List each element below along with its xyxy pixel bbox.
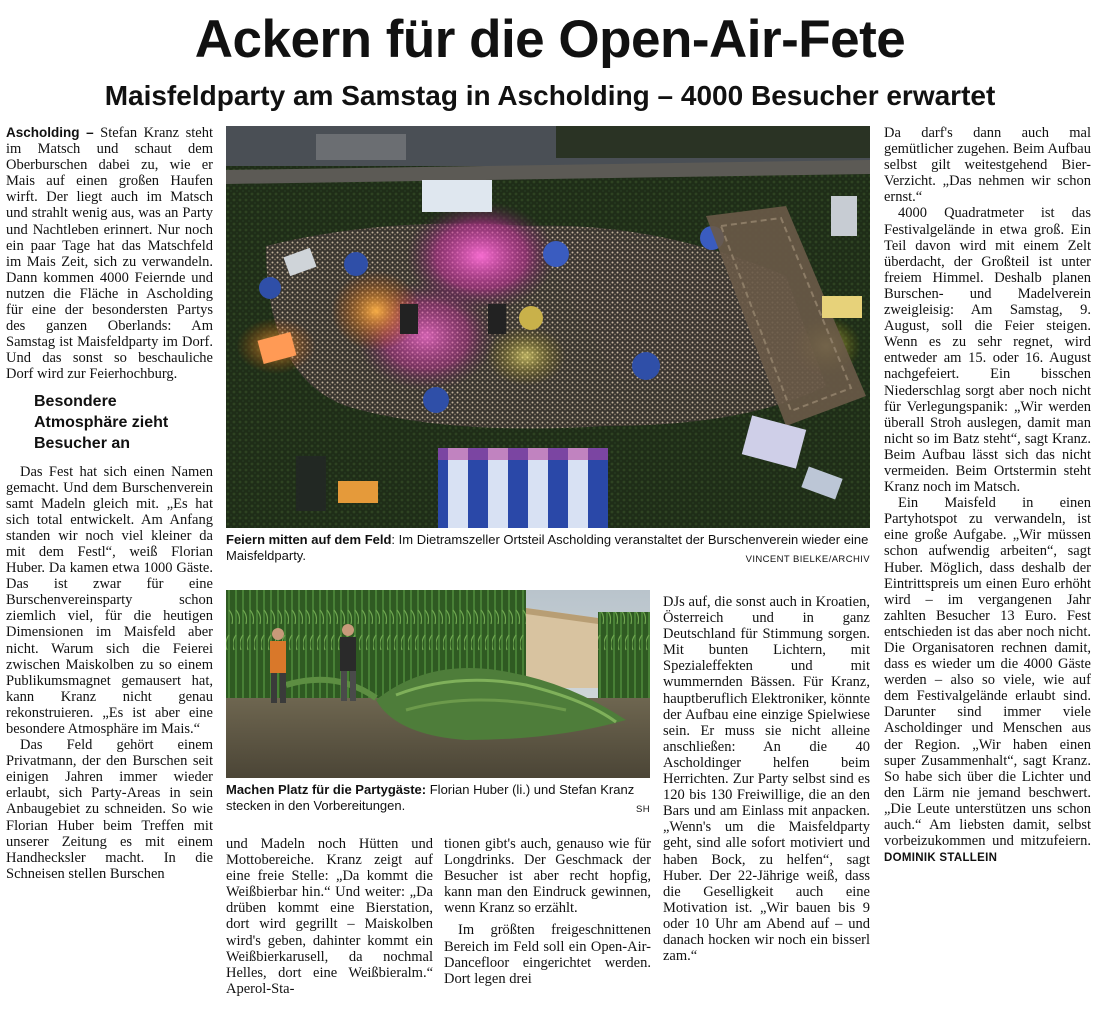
headline: Ackern für die Open-Air-Fete [194, 10, 906, 69]
paragraph: DJs auf, die sonst auch in Kroatien, Österreich und in ganz Deutschland für Stimmung sorgen. Mit bunten Lichtern, mit Spezialeffekten und mit wummernden Bässen. Für Kranz, hauptberuflich Elektroniker, könnte der Aufbau eine einzige Spielwiese sein. Er muss sie nicht alleine anschließen: An die 40 Ascholdinger helfen beim Herrichten. Zur Party selbst sind es 120 bis 130 Freiwillige, die an den Bars und am Einlass mit anpacken. „Wenn's um die Maisfeldparty geht, sind alle sofort motiviert und haben Bock, zu helfen“, sagt Huber. Der 22-Jährige weiß, dass die Geselligkeit auch eine Motivation ist. „Wir bauen bis 9 oder 10 Uhr am Abend auf – und danach hocken wir noch ein bisserl zam.“ [663, 594, 870, 965]
paragraph: Ein Maisfeld in einen Partyhotspot zu verwandeln, ist eine große Aufgabe. „Wir müssen schon aufwendig arbeiten“, sagt Huber. Möglich, dass deshalb der Eintrittspreis um einen Euro erhöht wird – im vergangenen Jahr zahlten Besucher 13 Euro. Fest entschieden ist das aber noch nicht. Die Organisatoren rechnen damit, dass es wieder um die 4000 Gäste werden – also so viele, wie auf dem Festivalgelände erlaubt sind. Darunter sind immer viele Ascholdinger und Menschen aus der Region. „Wir haben einen super Zusammenhalt“, sagt Kranz. So habe sich über die Lichter und den Lärm nie jemand beschwert. „Die Leute unterstützen uns schon auch.“ Am liebsten damit, selbst vorbeizukommen und mitzufeiern. DOMINIK STALLEIN [884, 495, 1091, 865]
paragraph: Da darf's dann auch mal gemütlicher zugehen. Beim Aufbau selbst gilt weitestgehend Bier-Verzicht. „Das nehmen wir schon ernst.“ [884, 125, 1091, 206]
paragraph: 4000 Quadratmeter ist das Festivalgelände in etwa groß. Ein Teil davon wird mit einem Zelt überdacht, der Großteil ist unter freiem Himmel. Deshalb planen Burschen- und Madelverein zweigleisig: Am Samstag, 9. August, soll die Feier steigen. Wenn es zu sehr regnet, wird entweder am 15. oder 16. August nachgefeiert. Ein bisschen Niederschlag sorgt aber noch nicht für Verlegungspanik: „Wir werden überall Stroh auslegen, damit man nicht so im Batz steht“, sagt Kranz. Beim Aufbau lässt sich das nicht vermeiden. Beim Ortstermin steht Kranz noch im Matsch. [884, 205, 1091, 496]
column-5 [884, 125, 1091, 866]
aerial-party-photo [226, 126, 870, 528]
photo2-credit: SH [636, 804, 650, 815]
field-work-photo [226, 590, 650, 778]
paragraph: Im größten freigeschnittenen Bereich im Feld soll ein Open-Air-Dancefloor eingerichtet werden. Dort legen drei [444, 922, 651, 987]
column-3 [444, 836, 651, 987]
column-1 [6, 125, 213, 882]
photo2-caption: Machen Platz für die Partygäste: Florian Huber (li.) und Stefan Kranz stecken in den Vorbereitungen. [226, 782, 635, 813]
author-byline: DOMINIK STALLEIN [884, 852, 998, 865]
lead-paragraph: Ascholding – Stefan Kranz steht im Matsch und schaut dem Oberburschen dabei zu, wie er Mais auf einen großen Haufen wirft. Der liegt auch im Matsch und strahlt wenig aus, was an Party und Nachtleben erinnert. Nur noch ein paar Tage hat das Matschfeld im Mais Zeit, sich zu verwandeln. Dann kommen 4000 Feiernde und nutzen die Fläche in Ascholding für eine der besondersten Partys des ganzen Oberlands: Am Samstag ist Maisfeldparty im Dorf. Und das sonst so beschauliche Dorf wird zur Feierhochburg. [6, 125, 213, 383]
photo1-caption: Feiern mitten auf dem Feld: Im Dietramszeller Ortsteil Ascholding veranstaltet der Burschenverein wieder eine Maisfeldparty. [226, 532, 869, 563]
subheadline: Maisfeldparty am Samstag in Ascholding – 4000 Besucher erwartet [104, 80, 996, 111]
dateline: Ascholding – [6, 125, 94, 140]
paragraph: tionen gibt's auch, genauso wie für Longdrinks. Der Geschmack der Besucher ist aber recht hopfig, kann man den Eindruck gewinnen, wenn Kranz so erzählt. [444, 836, 651, 917]
paragraph: Das Fest hat sich einen Namen gemacht. Und dem Burschenverein samt Madeln gleich mit. „Es hat sich total entwickelt. Am Anfang standen wir noch viel kleiner da mit dem Festl“, weiß Florian Huber. Da kamen etwa 1000 Gäste. Das ist zwar für eine Burschenvereinsparty schon ziemlich viel, für die heutigen Dimensionen im Maisfeld aber nicht. Warum sich die Feierei zwischen Maiskolben zu so einem Publikumsmagnet gemausert hat, kann Kranz nicht genau rekonstruieren. „Es ist aber eine besondere Atmosphäre im Mais.“ [6, 463, 213, 737]
photo1-credit: VINCENT BIELKE/ARCHIV [745, 554, 870, 565]
intertitle: Besondere Atmosphäre zieht Besucher an [34, 392, 169, 452]
paragraph: Das Feld gehört einem Privatmann, der den Burschen seit einigen Jahren immer wieder erlaubt, sich Party-Areas in sein Anbaugebiet zu schneiden. So wie Florian Huber beim Treffen mit unserer Zeitung es mit einem Handhecksler macht. In die Schneisen stellen Burschen [6, 737, 213, 882]
column-2 [226, 836, 433, 997]
striped-tent [438, 448, 608, 528]
paragraph: und Madeln noch Hütten und Mottobereiche. Kranz zeigt auf eine freie Stelle: „Da kommt die Weißbierbar hin.“ Und weiter: „Da drüben kommt eine Bierstation, dort wird gegrillt – Maiskolben wird's geben, dahinter kommt ein Weißbierkarusell, da nochmal Helles, dort eine Weißbieralm.“ Aperol-Sta- [226, 836, 433, 997]
column-4 [663, 594, 870, 964]
